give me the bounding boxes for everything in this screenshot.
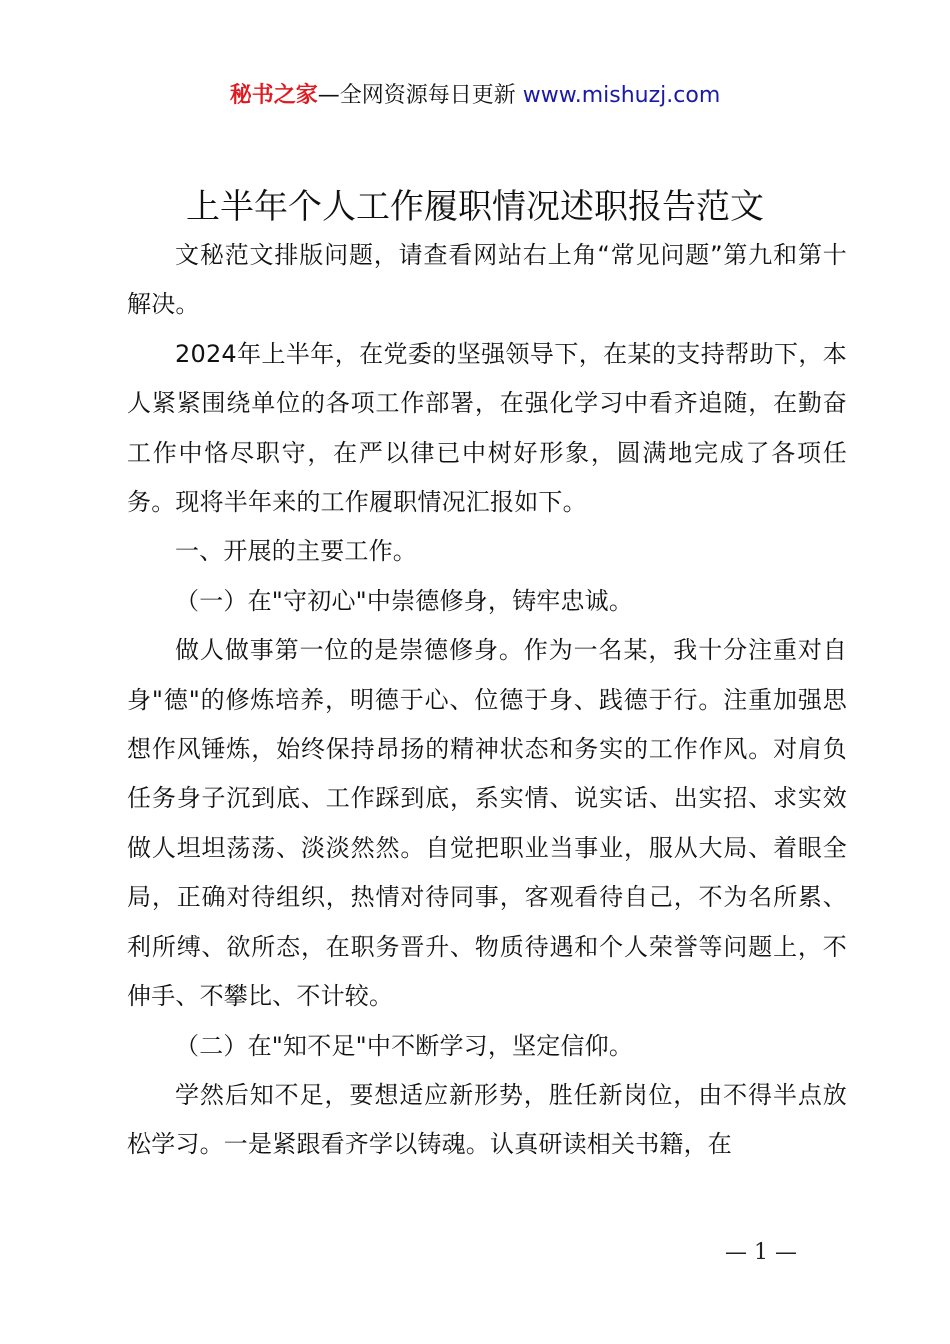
page-number: — 1 — <box>725 1240 797 1265</box>
body-paragraph: 2024年上半年，在党委的坚强领导下，在某的支持帮助下，本人紧紧围绕单位的各项工作部署，在强化学习中看齐追随，在勤奋工作中恪尽职守，在严以律已中树好形象，圆满地完成了各项任务。现将半年来的工作履职情况汇报如下。 <box>127 339 847 517</box>
site-tagline: —全网资源每日更新 <box>317 83 523 108</box>
site-header <box>0 80 950 112</box>
body-paragraph: 学然后知不足，要想适应新形势，胜任新岗位，由不得半点放松学习。一是紧跟看齐学以铸魂。认真研读相关书籍，在 <box>127 1080 847 1159</box>
document-body <box>127 231 847 1170</box>
subsection-heading: （一）在"守初心"中崇德修身，铸牢忠诚。 <box>175 586 634 615</box>
body-paragraph: 文秘范文排版问题，请查看网站右上角“常见问题”第九和第十解决。 <box>127 241 847 319</box>
site-brand: 秘书之家 <box>229 83 318 108</box>
document-title: 上半年个人工作履职情况述职报告范文 <box>186 187 764 227</box>
section-heading: 一、开展的主要工作。 <box>175 537 417 566</box>
site-url-link[interactable]: www.mishuzj.com <box>522 83 721 108</box>
subsection-heading: （二）在"知不足"中不断学习，坚定信仰。 <box>175 1031 634 1060</box>
body-paragraph: 做人做事第一位的是崇德修身。作为一名某，我十分注重对自身"德"的修炼培养，明德于心、位德于身、践德于行。注重加强思想作风锤炼，始终保持昂扬的精神状态和务实的工作作风。对肩负任务身子沉到底、工作踩到底，系实情、说实话、出实招、求实效做人坦坦荡荡、淡淡然然。自觉把职业当事业，服从大局、着眼全局，正确对待组织，热情对待同事，客观看待自己，不为名所累、利所缚、欲所态，在职务晋升、物质待遇和个人荣誉等问题上，不伸手、不攀比、不计较。 <box>127 636 847 1011</box>
